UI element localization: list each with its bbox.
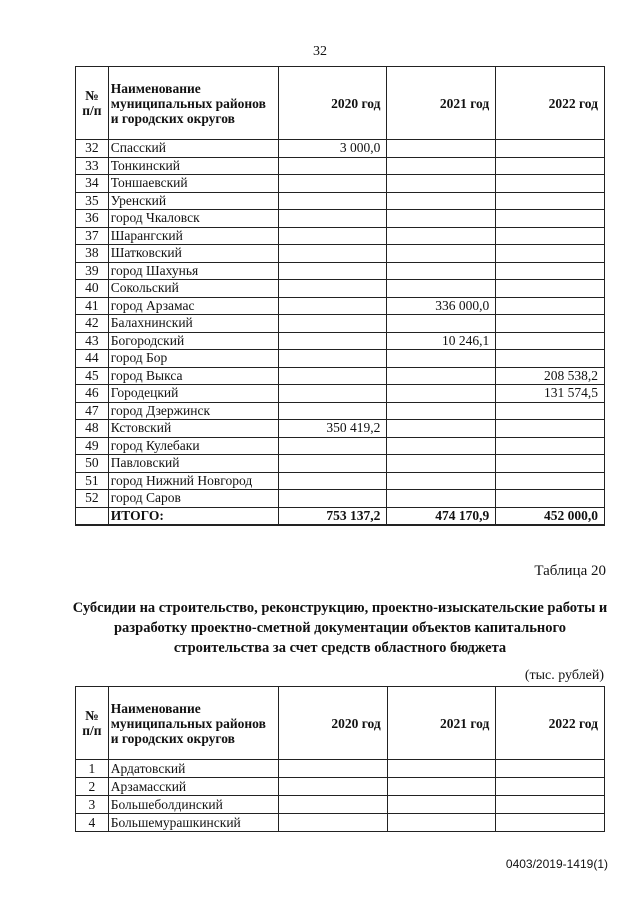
row-2021-cell	[387, 437, 496, 455]
row-name-cell: Шатковский	[108, 245, 278, 263]
row-num-cell: 48	[76, 420, 109, 438]
table-row	[76, 455, 605, 473]
row-num-cell: 33	[76, 157, 109, 175]
row-2022-cell	[496, 315, 605, 333]
row-2020-cell	[278, 472, 387, 490]
table-row	[76, 297, 605, 315]
row-name-cell: Шарангский	[108, 227, 278, 245]
table-row	[76, 192, 605, 210]
table-caption: Таблица 20	[534, 563, 606, 579]
row-2021-cell: 336 000,0	[387, 297, 496, 315]
row-2022-cell	[496, 262, 605, 280]
total-label: ИТОГО:	[108, 507, 278, 525]
row-num-cell: 43	[76, 332, 109, 350]
row-name-cell: Ардатовский	[108, 760, 278, 778]
table-row	[76, 332, 605, 350]
row-2021-cell	[387, 262, 496, 280]
header-2021: 2021 год	[387, 687, 496, 760]
row-name-cell: Тоншаевский	[108, 175, 278, 193]
table-row	[76, 262, 605, 280]
row-2022-cell	[496, 814, 605, 832]
table-row	[76, 760, 605, 778]
row-name-cell: город Дзержинск	[108, 402, 278, 420]
row-2021-cell	[387, 210, 496, 228]
row-2020-cell	[279, 814, 388, 832]
row-2022-cell	[496, 297, 605, 315]
row-2020-cell: 350 419,2	[278, 420, 387, 438]
table-row	[76, 490, 605, 508]
header-2022: 2022 год	[496, 687, 605, 760]
row-2022-cell	[496, 175, 605, 193]
row-2022-cell	[496, 350, 605, 368]
table-header-row	[76, 687, 605, 760]
row-2021-cell	[387, 472, 496, 490]
row-2021-cell	[387, 420, 496, 438]
row-num-cell: 35	[76, 192, 109, 210]
row-2020-cell	[279, 778, 388, 796]
header-name: Наименование муниципальных районов и городских округов	[108, 687, 278, 760]
row-2021-cell	[387, 280, 496, 298]
row-2021-cell	[387, 315, 496, 333]
table-row	[76, 778, 605, 796]
row-2021-cell	[387, 227, 496, 245]
row-2022-cell	[496, 778, 605, 796]
row-2022-cell: 131 574,5	[496, 385, 605, 403]
row-2022-cell	[496, 332, 605, 350]
row-2020-cell	[278, 227, 387, 245]
row-2020-cell	[278, 297, 387, 315]
row-2021-cell	[387, 455, 496, 473]
row-2020-cell	[278, 245, 387, 263]
row-2022-cell	[496, 227, 605, 245]
table-row	[76, 472, 605, 490]
row-num-cell: 45	[76, 367, 109, 385]
row-2020-cell	[279, 760, 388, 778]
header-num: № п/п	[76, 687, 109, 760]
total-2020: 753 137,2	[278, 507, 387, 525]
row-2021-cell	[387, 814, 496, 832]
row-num-cell: 2	[76, 778, 109, 796]
row-num-cell: 36	[76, 210, 109, 228]
row-2020-cell	[278, 350, 387, 368]
row-name-cell: город Выкса	[108, 367, 278, 385]
row-num-cell: 4	[76, 814, 109, 832]
document-code: 0403/2019-1419(1)	[505, 857, 608, 871]
row-2020-cell	[278, 385, 387, 403]
header-2021: 2021 год	[387, 67, 496, 140]
row-num-cell: 49	[76, 437, 109, 455]
row-num-cell: 40	[76, 280, 109, 298]
row-name-cell: Спасский	[108, 140, 278, 158]
row-2022-cell	[496, 210, 605, 228]
header-2020: 2020 год	[278, 67, 387, 140]
row-name-cell: Арзамасский	[108, 778, 278, 796]
row-num-cell: 51	[76, 472, 109, 490]
row-2020-cell	[278, 315, 387, 333]
table-row	[76, 420, 605, 438]
row-num-cell: 42	[76, 315, 109, 333]
row-2022-cell	[496, 472, 605, 490]
header-2020: 2020 год	[279, 687, 388, 760]
row-2021-cell	[387, 385, 496, 403]
row-2020-cell	[278, 157, 387, 175]
row-2022-cell	[496, 796, 605, 814]
table-row	[76, 245, 605, 263]
row-2020-cell	[278, 402, 387, 420]
row-num-cell: 38	[76, 245, 109, 263]
row-2020-cell	[278, 332, 387, 350]
table-row	[76, 437, 605, 455]
row-num-cell: 1	[76, 760, 109, 778]
row-name-cell: город Бор	[108, 350, 278, 368]
row-num-cell: 46	[76, 385, 109, 403]
table-row	[76, 140, 605, 158]
row-name-cell: Большемурашкинский	[108, 814, 278, 832]
table-row	[76, 814, 605, 832]
row-2021-cell	[387, 192, 496, 210]
table-row	[76, 367, 605, 385]
row-2021-cell	[387, 402, 496, 420]
row-2020-cell	[278, 367, 387, 385]
unit-label: (тыс. рублей)	[524, 668, 604, 683]
row-2022-cell	[496, 490, 605, 508]
table-row	[76, 175, 605, 193]
total-2021: 474 170,9	[387, 507, 496, 525]
row-2020-cell	[278, 455, 387, 473]
row-2022-cell	[496, 760, 605, 778]
table-row	[76, 350, 605, 368]
row-name-cell: город Саров	[108, 490, 278, 508]
table-row	[76, 402, 605, 420]
section-title: Субсидии на строительство, реконструкцию, проектно-изыскательские работы и разработку проектно-сметной документации объектов капитального строительства за счет средств областного бюджета	[72, 600, 608, 656]
row-2020-cell	[278, 490, 387, 508]
row-name-cell: Кстовский	[108, 420, 278, 438]
row-2020-cell	[279, 796, 388, 814]
total-row	[76, 507, 605, 525]
row-name-cell: Сокольский	[108, 280, 278, 298]
row-2022-cell	[496, 157, 605, 175]
table-row	[76, 227, 605, 245]
row-2021-cell	[387, 245, 496, 263]
row-2022-cell: 208 538,2	[496, 367, 605, 385]
row-2022-cell	[496, 437, 605, 455]
row-name-cell: город Арзамас	[108, 297, 278, 315]
row-num-cell: 52	[76, 490, 109, 508]
row-num-cell: 39	[76, 262, 109, 280]
row-num-cell: 3	[76, 796, 109, 814]
row-name-cell: Балахнинский	[108, 315, 278, 333]
row-2021-cell	[387, 490, 496, 508]
table-body	[76, 140, 605, 508]
row-2021-cell	[387, 140, 496, 158]
row-name-cell: Уренский	[108, 192, 278, 210]
row-2022-cell	[496, 420, 605, 438]
row-num-cell: 47	[76, 402, 109, 420]
row-name-cell: Городецкий	[108, 385, 278, 403]
row-name-cell: город Шахунья	[108, 262, 278, 280]
row-name-cell: Тонкинский	[108, 157, 278, 175]
header-2022: 2022 год	[496, 67, 605, 140]
row-num-cell: 41	[76, 297, 109, 315]
row-num-cell: 50	[76, 455, 109, 473]
row-2021-cell: 10 246,1	[387, 332, 496, 350]
table-header-row	[76, 67, 605, 140]
row-2021-cell	[387, 778, 496, 796]
row-name-cell: город Кулебаки	[108, 437, 278, 455]
row-2020-cell: 3 000,0	[278, 140, 387, 158]
header-name: Наименование муниципальных районов и городских округов	[108, 67, 278, 140]
row-2022-cell	[496, 192, 605, 210]
row-2020-cell	[278, 280, 387, 298]
header-num: № п/п	[76, 67, 109, 140]
row-2022-cell	[496, 455, 605, 473]
row-2021-cell	[387, 350, 496, 368]
row-2020-cell	[278, 175, 387, 193]
row-name-cell: Павловский	[108, 455, 278, 473]
row-name-cell: Богородский	[108, 332, 278, 350]
row-num-cell: 32	[76, 140, 109, 158]
total-num-cell	[76, 507, 109, 525]
table-row	[76, 385, 605, 403]
row-name-cell: город Нижний Новгород	[108, 472, 278, 490]
table-row	[76, 210, 605, 228]
subsidy-table-20	[75, 686, 605, 832]
subsidy-table-continued	[75, 66, 605, 526]
row-2022-cell	[496, 280, 605, 298]
table-body	[76, 760, 605, 832]
row-2020-cell	[278, 210, 387, 228]
row-2021-cell	[387, 367, 496, 385]
row-2022-cell	[496, 140, 605, 158]
table-row	[76, 315, 605, 333]
page-number: 32	[313, 44, 327, 59]
row-2021-cell	[387, 157, 496, 175]
row-num-cell: 44	[76, 350, 109, 368]
row-2021-cell	[387, 760, 496, 778]
row-2021-cell	[387, 175, 496, 193]
row-2022-cell	[496, 245, 605, 263]
row-num-cell: 37	[76, 227, 109, 245]
row-2021-cell	[387, 796, 496, 814]
row-num-cell: 34	[76, 175, 109, 193]
row-2020-cell	[278, 192, 387, 210]
total-2022: 452 000,0	[496, 507, 605, 525]
table-row	[76, 280, 605, 298]
table-row	[76, 796, 605, 814]
row-2022-cell	[496, 402, 605, 420]
row-name-cell: Большеболдинский	[108, 796, 278, 814]
row-name-cell: город Чкаловск	[108, 210, 278, 228]
table-row	[76, 157, 605, 175]
row-2020-cell	[278, 262, 387, 280]
row-2020-cell	[278, 437, 387, 455]
